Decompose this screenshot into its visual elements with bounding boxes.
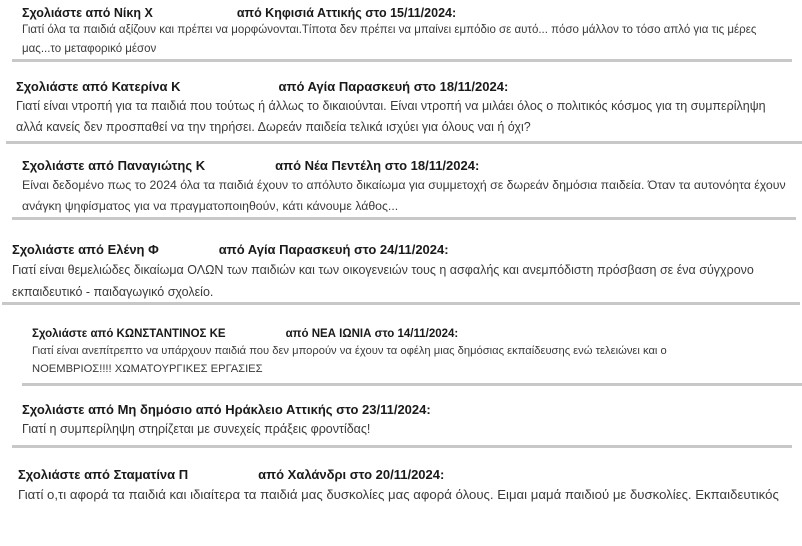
- comment-header: [22, 157, 786, 175]
- comment-location-date: από Νέα Πεντέλη στο 18/11/2024:: [275, 158, 480, 173]
- comment-author: Σχολιάστε από Σταματίνα Π: [18, 467, 189, 482]
- comment-card: [12, 0, 792, 62]
- comment-header: [22, 401, 782, 419]
- comment-location-date: από ΝΕΑ ΙΩΝΙΑ στο 14/11/2024:: [285, 328, 459, 340]
- comment-author: Σχολιάστε από Κατερίνα Κ: [16, 79, 181, 94]
- comment-author: Σχολιάστε από ΚΩΝΣΤΑΝΤΙΝΟΣ ΚΕ: [32, 328, 226, 340]
- comment-location-date: από Αγία Παρασκευή στο 24/11/2024:: [218, 242, 449, 257]
- comment-card: [2, 235, 800, 305]
- comment-author: Σχολιάστε από Μη δημόσιο από Ηράκλειο Αττικής στο 23/11/2024:: [22, 402, 431, 417]
- comment-card: [12, 396, 792, 448]
- comment-card: [12, 152, 796, 220]
- comment-header: [12, 240, 790, 259]
- comment-location-date: από Χαλάνδρι στο 20/11/2024:: [258, 467, 445, 482]
- comment-card: [22, 320, 802, 386]
- comment-text: Γιατί είναι ντροπή για τα παιδιά που τούτως ή άλλως το δικαιούνται. Είναι ντροπή να μιλάει όλος ο πολιτικός κόσμος για τη συμπερίληψη αλλά κανείς δεν προσπαθεί να την τηρήσει. Δωρεάν παιδεία τελικά ισχύει για όλους ναι ή όχι?: [16, 99, 766, 134]
- comment-author: Σχολιάστε από Νίκη Χ: [22, 6, 153, 20]
- comment-text: Γιατί όλα τα παιδιά αξίζουν και πρέπει να μορφώνονται.Τίποτα δεν πρέπει να μπαίνει εμπόδιο σε αυτό... πόσο μάλλον το τόσο απλό για τις μέρες μας...το μεταφορικό μέσον: [22, 24, 757, 55]
- comment-location-date: από Αγία Παρασκευή στο 18/11/2024:: [278, 79, 509, 94]
- comment-author: Σχολιάστε από Παναγιώτης Κ: [22, 158, 206, 173]
- comment-header: [32, 326, 792, 342]
- comment-text: Γιατί ο,τι αφορά τα παιδιά και ιδιαίτερα τα παιδιά μας δυσκολίες μας αφορά όλους. Ειμαι μαμά παιδιού με δυσκολίες. Εκπαιδευτικός: [18, 487, 779, 502]
- comment-text: Γιατί είναι ανεπίτρεπτο να υπάρχουν παιδιά που δεν μπορούν να έχουν τα οφέλη μιας δημόσιας εκπαίδευσης ενώ τελειώνει και ο: [32, 345, 667, 357]
- comment-card: [6, 70, 802, 144]
- comment-header: [22, 5, 782, 21]
- comment-card: [12, 460, 792, 546]
- comment-text: Είναι δεδομένο πως το 2024 όλα τα παιδιά έχουν το απόλυτο δικαίωμα για συμμετοχή σε δωρεάν δημόσια παιδεία. Όταν τα αυτονόητα έχουν ανάγκη ψηφίσματος για να πραγματοποιηθούν, κάτι κάνουμε λάθος...: [22, 178, 786, 213]
- comment-author: Σχολιάστε από Ελένη Φ: [12, 242, 159, 257]
- comment-header: [16, 78, 792, 96]
- comment-location-date: από Κηφισιά Αττικής στο 15/11/2024:: [236, 6, 457, 20]
- comment-text: Γιατί είναι θεμελιώδες δικαίωμα ΟΛΩΝ των παιδιών και των οικογενειών τους η ασφαλής και ανεμπόδιστη πρόσβαση σε ένα σύγχρονο εκπαιδευτικό - παιδαγωγικό σχολείο.: [12, 263, 754, 299]
- comment-text: Γιατί η συμπερίληψη στηρίζεται με συνεχείς πράξεις φροντίδας!: [22, 422, 371, 436]
- comment-text-continued: ΝΟΕΜΒΡΙΟΣ!!!! ΧΩΜΑΤΟΥΡΓΙΚΕΣ ΕΡΓΑΣΙΕΣ: [32, 363, 263, 375]
- comment-header: [18, 466, 782, 484]
